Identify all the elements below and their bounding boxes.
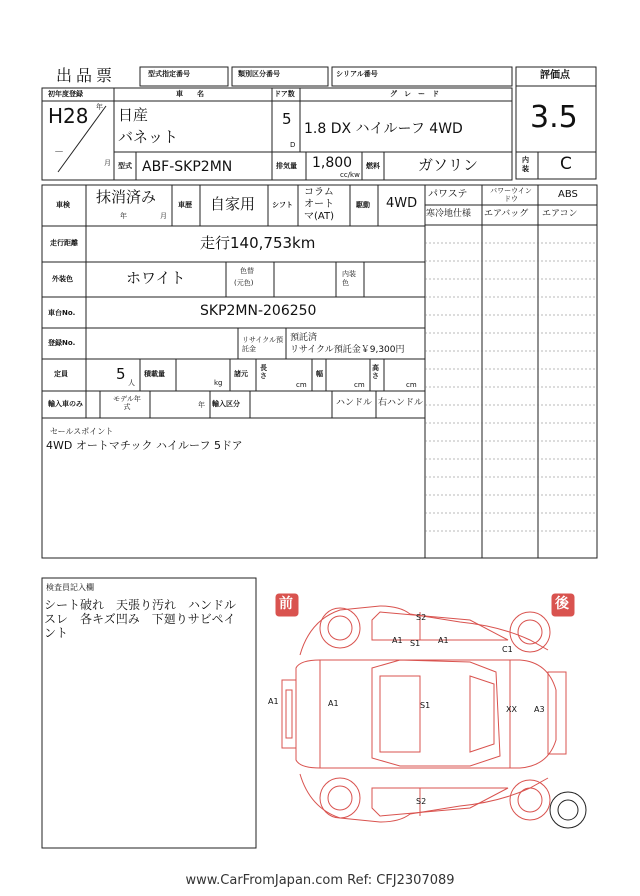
shaken-month-unit: 月 xyxy=(160,212,167,220)
reg-no-label: 登録No. xyxy=(48,339,76,347)
doors-suffix: D xyxy=(290,141,296,149)
diagram-mark: A3 xyxy=(534,705,545,714)
shift-label: シフト xyxy=(272,201,293,209)
score-label: 評価点 xyxy=(540,70,570,81)
type-designation-label: 型式指定番号 xyxy=(148,70,190,78)
displacement-unit: cc/kw xyxy=(340,171,360,179)
katashiki: ABF-SKP2MN xyxy=(142,159,233,175)
shaken-label: 車検 xyxy=(56,201,70,209)
mileage-label: 走行距離 xyxy=(50,239,78,247)
inspector-note-line1: シート破れ 天張り汚れ ハンドル xyxy=(44,598,237,612)
handle-label: ハンドル xyxy=(336,398,373,408)
diagram-mark: S1 xyxy=(410,639,421,648)
diagram-mark: C1 xyxy=(502,645,513,654)
load-label: 積載量 xyxy=(144,370,165,378)
capacity-unit: 人 xyxy=(128,379,135,387)
equip-abs: ABS xyxy=(558,189,578,200)
rear-label: 後 xyxy=(555,596,569,612)
chassis-number: SKP2MN-206250 xyxy=(200,303,317,319)
equip-power-window: パワーウインドウ xyxy=(490,187,532,203)
drive-label: 駆動 xyxy=(356,201,370,209)
shift-line3: マ(AT) xyxy=(304,211,334,222)
usage: 自家用 xyxy=(210,195,256,213)
inspector-note-line3: ント xyxy=(44,626,69,640)
color: ホワイト xyxy=(126,269,186,287)
width-label: 幅 xyxy=(316,370,323,378)
fuel-label: 燃料 xyxy=(366,162,380,170)
recycle-status: 預託済 xyxy=(290,333,318,343)
overall-score: 3.5 xyxy=(530,100,578,135)
diagram-mark: A1 xyxy=(438,636,449,645)
katashiki-label: 型式 xyxy=(118,162,132,170)
diagram-mark: S1 xyxy=(420,701,431,710)
width-unit: cm xyxy=(354,381,365,389)
inspector-note-line2: スレ 各キズ凹み 下廻りサビペイ xyxy=(44,612,236,626)
model-year-unit: 年 xyxy=(198,401,205,409)
shaken-year-unit: 年 xyxy=(120,212,127,220)
inspector-label: 検査員記入欄 xyxy=(46,583,94,592)
footer-watermark: www.CarFromJapan.com Ref: CFJ2307089 xyxy=(185,873,455,888)
recycle-amount: リサイクル預託金￥9,300円 xyxy=(290,345,405,355)
color-change-sub: (元色) xyxy=(234,279,254,287)
dimensions-label: 諸元 xyxy=(234,370,248,378)
equip-aircon: エアコン xyxy=(542,209,578,219)
first-reg-year-unit: 年 xyxy=(96,103,103,111)
shaken: 抹消済み xyxy=(96,188,157,206)
chassis-label: 車台No. xyxy=(48,309,76,317)
handle: 右ハンドル xyxy=(378,398,424,408)
interior-color-label: 内装色 xyxy=(342,270,356,287)
color-change-label: 色替 xyxy=(240,267,254,275)
diagram-mark: A1 xyxy=(268,697,279,706)
diagram-mark: S2 xyxy=(416,613,427,622)
mileage: 走行140,753km xyxy=(200,234,316,252)
diagram-mark: S2 xyxy=(416,797,427,806)
grade: 1.8 DX ハイルーフ 4WD xyxy=(304,121,463,137)
load-unit: kg xyxy=(214,379,223,387)
interior-grade: C xyxy=(560,154,572,174)
front-label: 前 xyxy=(279,596,293,612)
sheet-title: 出品票 xyxy=(56,66,117,85)
color-label: 外装色 xyxy=(52,275,73,283)
category-label: 類別区分番号 xyxy=(238,70,280,78)
equip-airbag: エアバッグ xyxy=(484,209,529,219)
sales-point-label: セールスポイント xyxy=(50,427,114,436)
capacity-label: 定員 xyxy=(54,370,68,378)
drive: 4WD xyxy=(386,196,418,211)
first-reg-era: H28 xyxy=(48,104,89,128)
length-label: 長さ xyxy=(260,364,267,380)
equip-power-steering: パワステ xyxy=(428,189,468,200)
displacement: 1,800 xyxy=(312,155,353,171)
shift-line1: コラム xyxy=(304,187,334,198)
serial-label: シリアル番号 xyxy=(336,70,378,78)
equip-cold-spec: 寒冷地仕様 xyxy=(426,209,472,219)
displacement-label: 排気量 xyxy=(276,162,297,170)
interior-label: 内装 xyxy=(522,156,529,173)
shift-line2: オート xyxy=(304,199,334,210)
height-unit: cm xyxy=(406,381,417,389)
fuel: ガソリン xyxy=(418,156,479,174)
capacity: 5 xyxy=(116,365,126,383)
sales-point-text: 4WD オートマチック ハイルーフ 5ドア xyxy=(46,439,243,452)
recycle-label: リサイクル預託金 xyxy=(242,336,284,353)
import-label: 輸入車のみ xyxy=(48,400,83,408)
diagram-mark: XX xyxy=(506,705,517,714)
first-reg-label: 初年度登録 xyxy=(48,90,83,98)
model-year-label: モデル年式 xyxy=(113,395,141,411)
doors-label: ドア数 xyxy=(274,90,295,98)
maker: 日産 xyxy=(118,106,149,124)
diagram-mark: A1 xyxy=(392,636,403,645)
usage-label: 車歴 xyxy=(178,201,192,209)
first-reg-dash: － xyxy=(54,147,64,158)
length-unit: cm xyxy=(296,381,307,389)
grade-label: グ レ ー ド xyxy=(390,90,439,98)
import-class-label: 輸入区分 xyxy=(212,400,240,408)
model: バネット xyxy=(118,128,179,146)
height-label: 高さ xyxy=(372,364,379,380)
first-reg-month-unit: 月 xyxy=(104,159,111,167)
doors: 5 xyxy=(282,110,292,128)
car-name-label: 車 名 xyxy=(176,90,204,98)
diagram-mark: A1 xyxy=(328,699,339,708)
